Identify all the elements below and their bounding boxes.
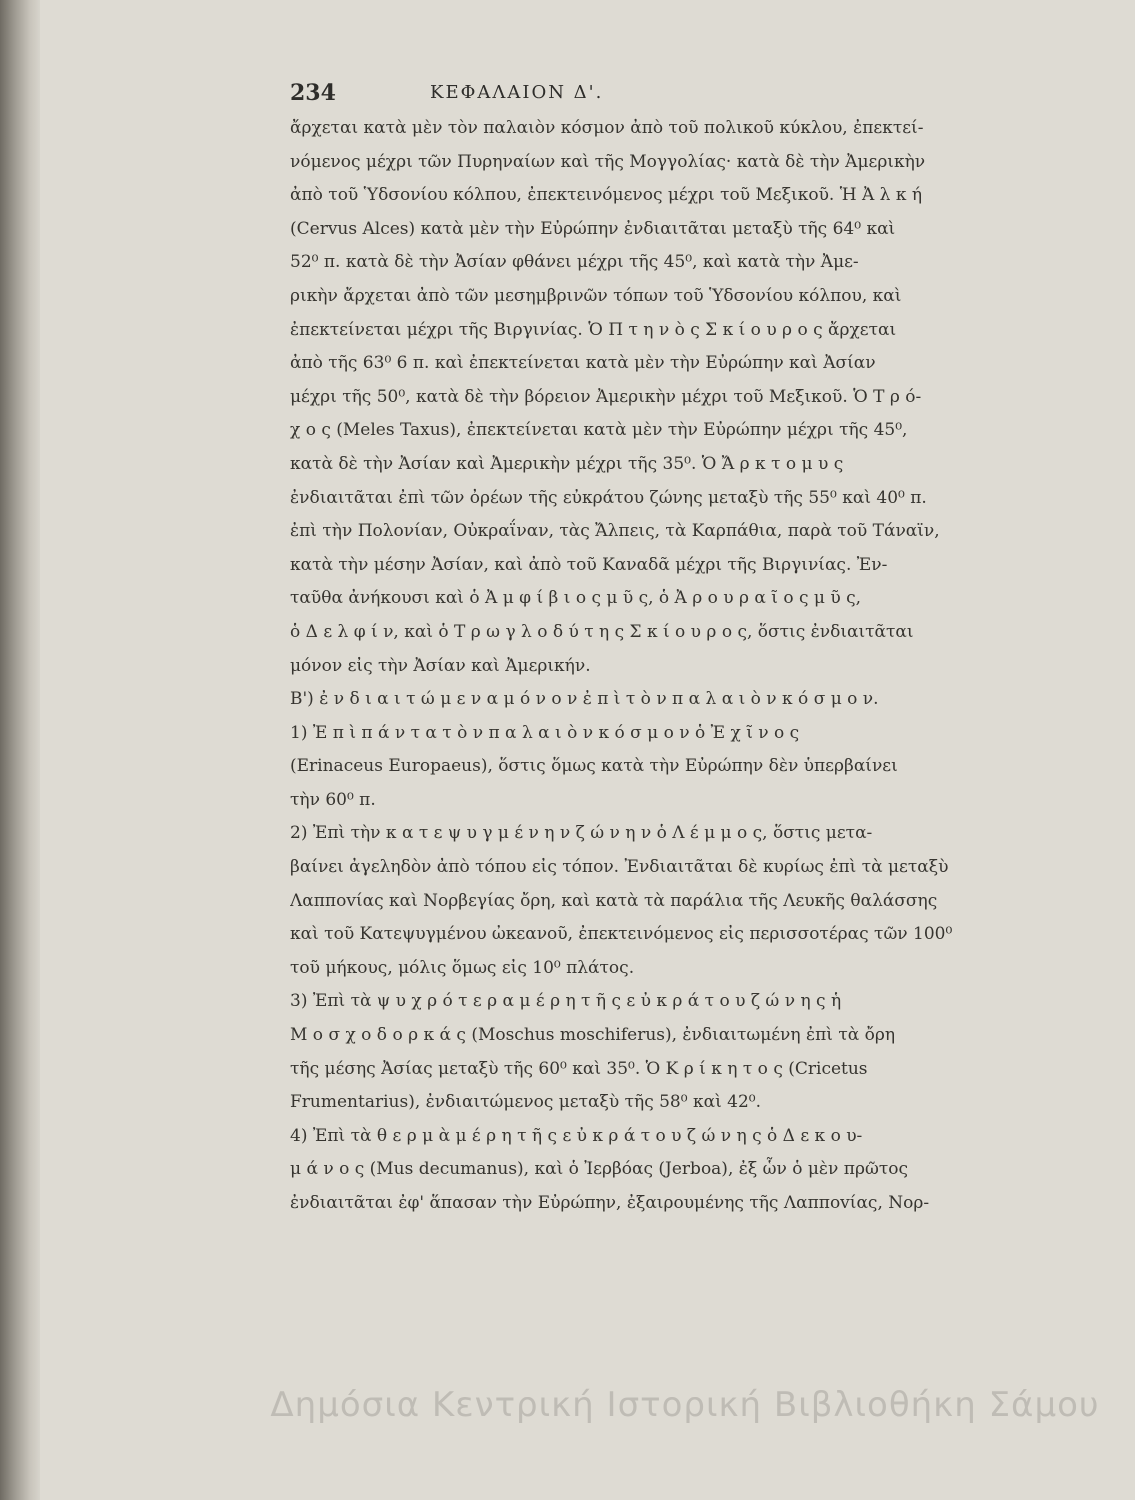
text-line: τοῦ μήκους, μόλις ὅμως εἰς 10⁰ πλάτος. [290,957,635,978]
text-line: ρικὴν ἄρχεται ἀπὸ τῶν μεσημβρινῶν τόπων τοῦ Ὑδσονίου κόλπου, καὶ [290,285,902,306]
library-watermark: Δημόσια Κεντρική Ιστορική Βιβλιοθήκη Σάμου [270,1385,1100,1425]
text-line: Β') ἐ ν δ ι α ι τ ώ μ ε ν α μ ό ν ο ν ἐ π ὶ τ ὸ ν π α λ α ι ὸ ν κ ό σ μ ο ν. [290,689,879,710]
running-head: ΚΕΦΑΛΑΙΟΝ Δ'. [430,82,604,103]
text-line: μέχρι τῆς 50⁰, κατὰ δὲ τὴν βόρειον Ἀμερικὴν μέχρι τοῦ Μεξικοῦ. Ὁ Τ ρ ό- [290,386,922,407]
text-line: ἄρχεται κατὰ μὲν τὸν παλαιὸν κόσμον ἀπὸ τοῦ πολικοῦ κύκλου, ἐπεκτεί- [290,118,924,138]
text-line: μόνον εἰς τὴν Ἀσίαν καὶ Ἀμερικήν. [290,655,591,676]
page-number: 234 [290,80,336,106]
text-line: ἐπὶ τὴν Πολονίαν, Οὐκραΐναν, τὰς Ἄλπεις, τὰ Καρπάθια, παρὰ τοῦ Τάναϊν, [290,521,940,542]
text-line: ἐνδιαιτᾶται ἐφ' ἅπασαν τὴν Εὐρώπην, ἐξαιρουμένης τῆς Λαπποvίας, Νορ- [290,1193,930,1213]
text-line: ἀπὸ τῆς 63⁰ 6 π. καὶ ἐπεκτείνεται κατὰ μὲν τὴν Εὐρώπην καὶ Ἀσίαν [290,353,876,374]
text-line: 4) Ἐπὶ τὰ θ ε ρ μ ὰ μ έ ρ η τ ῆ ς ε ὐ κ ρ ά τ ο υ ζ ώ ν η ς ὁ Δ ε κ ο υ- [290,1125,863,1146]
text-line: χ ο ς (Meles Taxus), ἐπεκτείνεται κατὰ μὲν τὴν Εὐρώπην μέχρι τῆς 45⁰, [290,420,908,441]
text-line: ὁ Δ ε λ φ ί ν, καὶ ὁ Τ ρ ω γ λ ο δ ύ τ η ς Σ κ ί ο υ ρ ο ς, ὅστις ἐνδιαιτᾶται [290,621,914,642]
text-line: νόμενος μέχρι τῶν Πυρηναίων καὶ τῆς Μογγολίας· κατὰ δὲ τὴν Ἀμερικὴν [290,151,926,172]
text-line: (Cervus Alces) κατὰ μὲν τὴν Εὐρώπην ἐνδιαιτᾶται μεταξὺ τῆς 64⁰ καὶ [290,218,896,239]
text-line: ἀπὸ τοῦ Ὑδσονίου κόλπου, ἐπεκτεινόμενος μέχρι τοῦ Μεξικοῦ. Ἡ Ἀ λ κ ή [290,185,923,206]
text-line: ταῦθα ἀνήκουσι καὶ ὁ Ἀ μ φ ί β ι ο ς μ ῦ ς, ὁ Ἀ ρ ο υ ρ α ῖ ο ς μ ῦ ς, [290,588,862,609]
text-line: κατὰ δὲ τὴν Ἀσίαν καὶ Ἀμερικὴν μέχρι τῆς 35⁰. Ὁ Ἄ ρ κ τ ο μ υ ς [290,453,844,474]
body-text [290,112,1080,1221]
text-line: τὴν 60⁰ π. [290,789,376,810]
text-line: ἐπεκτείνεται μέχρι τῆς Βιργινίας. Ὁ Π τ η ν ὸ ς Σ κ ί ο υ ρ ο ς ἄρχεται [290,319,897,340]
text-line: Λαπποvίας καὶ Νορβεγίας ὄρη, καὶ κατὰ τὰ παράλια τῆς Λευκῆς θαλάσσης [290,890,938,911]
text-line: Μ ο σ χ ο δ ο ρ κ ά ς (Moschus moschiferus), ἐνδιαιτωμένη ἐπὶ τὰ ὄρη [290,1025,896,1046]
text-line: 3) Ἐπὶ τὰ ψ υ χ ρ ό τ ε ρ α μ έ ρ η τ ῆ ς ε ὐ κ ρ ά τ ο υ ζ ώ ν η ς ἡ [290,991,842,1012]
text-line: 2) Ἐπὶ τὴν κ α τ ε ψ υ γ μ έ ν η ν ζ ώ ν η ν ὁ Λ έ μ μ ο ς, ὅστις μετα- [290,823,873,844]
text-line: ἐνδιαιτᾶται ἐπὶ τῶν ὀρέων τῆς εὐκράτου ζώνης μεταξὺ τῆς 55⁰ καὶ 40⁰ π. [290,487,927,508]
page-header [290,80,810,116]
text-line: Frumentarius), ἐνδιαιτώμενος μεταξὺ τῆς 58⁰ καὶ 42⁰. [290,1092,761,1113]
text-line: (Erinaceus Europaeus), ὅστις ὅμως κατὰ τὴν Εὐρώπην δὲν ὑπερβαίνει [290,756,898,777]
text-line: 1) Ἐ π ὶ π ά ν τ α τ ὸ ν π α λ α ι ὸ ν κ ό σ μ ο ν ὁ Ἐ χ ῖ ν ο ς [290,722,800,743]
book-binding-shadow [0,0,40,1500]
text-line: βαίνει ἀγεληδὸν ἀπὸ τόπου εἰς τόπον. Ἐνδιαιτᾶται δὲ κυρίως ἐπὶ τὰ μεταξὺ [290,857,949,878]
text-line: καὶ τοῦ Κατεψυγμένου ὠκεανοῦ, ἐπεκτεινόμενος εἰς περισσοτέρας τῶν 100⁰ [290,924,953,945]
text-line: 52⁰ π. κατὰ δὲ τὴν Ἀσίαν φθάνει μέχρι τῆς 45⁰, καὶ κατὰ τὴν Ἀμε- [290,252,859,273]
text-line: μ ά ν ο ς (Mus decumanus), καὶ ὁ Ἰερβόας (Jerboa), ἐξ ὧν ὁ μὲν πρῶτος [290,1159,908,1180]
text-line: τῆς μέσης Ἀσίας μεταξὺ τῆς 60⁰ καὶ 35⁰. Ὁ Κ ρ ί κ η τ ο ς (Cricetus [290,1058,868,1079]
text-line: κατὰ τὴν μέσην Ἀσίαν, καὶ ἀπὸ τοῦ Καναδᾶ μέχρι τῆς Βιργινίας. Ἐν- [290,554,888,575]
